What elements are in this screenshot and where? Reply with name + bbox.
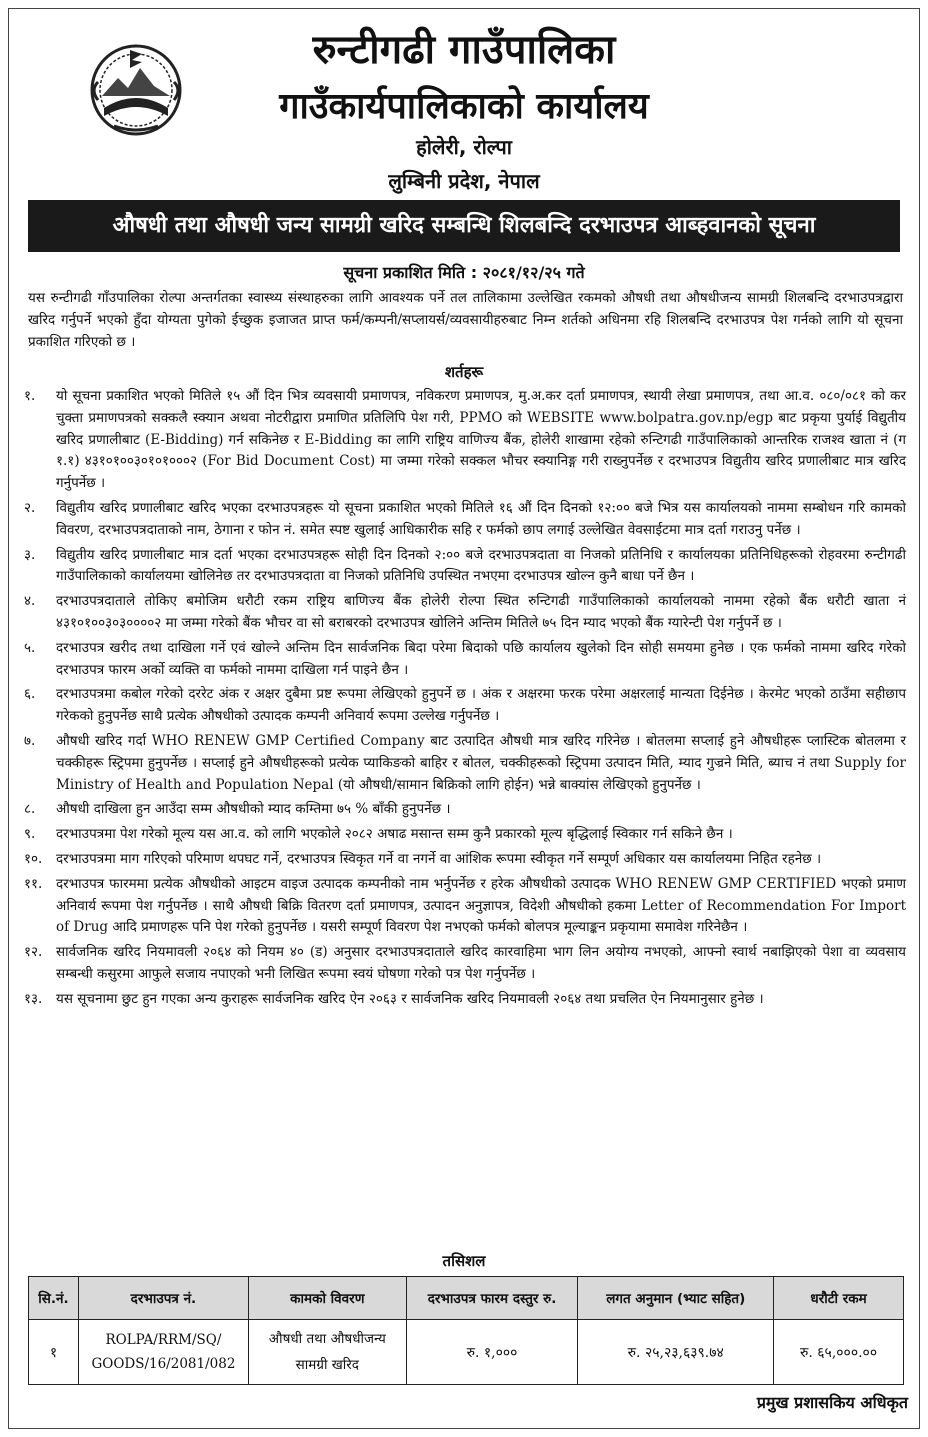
column-header: लगत अनुमान (भ्याट सहित) [578,1277,774,1320]
condition-text: दरभाउपत्रमा माग गरिएको परिमाण थपघट गर्ने, दरभाउपत्र स्विकृत गर्ने वा नगर्ने वा आंशिक रूपमा स्वीकृत गर्ने सम्पूर्ण अधिकार यस कार्यालयमा निहित रहनेछ । [56,850,822,867]
condition-item [24,731,906,796]
condition-number: ८. [24,801,36,818]
condition-item [24,684,906,728]
notice-title-banner: औषधी तथा औषधी जन्य सामग्री खरिद सम्बन्धि शिलबन्दि दरभाउपत्र आब्हवानको सूचना [28,200,900,252]
condition-number: ९. [24,826,36,843]
column-header: धरौटी रकम [774,1277,904,1320]
condition-text: दरभाउपत्र फारममा प्रत्येक औषधीको आइटम वाइज उत्पादक कम्पनीको नाम भर्नुपर्नेछ र हरेक औषधीको उत्पादक WHO RENEW GMP CERTIFIED भएको प्रमाण अनिवार्य रूपमा पेश गर्नुपर्नेछ । साथै औषधी बिक्रि वितरण दर्ता प्रमाणपत्र, उत्पादन अनुज्ञापत्र, विदेशी औषधीको हकमा Letter of Recommendation For Import of Drug आदि प्रमाणहरू पनि पेश गरेको हुनुपर्नेछ । यसरी सम्पूर्ण विवरण पेश नभएको फर्मको बोलपत्र मूल्याङ्कन प्रकृयामा समावेश गरिनेछैन । [56,875,906,936]
condition-item [24,545,906,589]
condition-item [24,386,906,495]
condition-text: यस सूचनामा छुट हुन गएका अन्य कुराहरू सार्वजनिक खरिद ऐन २०६३ र सार्वजनिक खरिद नियमावली २०६४ तथा प्रचलित ऐन नियमानुसार हुनेछ । [56,990,764,1007]
column-header: सि.नं. [29,1277,79,1320]
condition-number: १२. [24,944,43,961]
table-cell: रु. २५,२३,६३९.७४ [578,1320,774,1385]
table-cell: १ [29,1320,79,1385]
condition-text: औषधी खरिद गर्दा WHO RENEW GMP Certified Company बाट उत्पादित औषधी मात्र खरिद गरिनेछ । बोतलमा सप्लाई हुने औषधीहरू प्लास्टिक बोतलमा र चक्कीहरू स्ट्रिपमा हुनुपर्नेछ । सप्लाई हुने औषधीहरूको प्रत्येक प्याकिङको बाहिर र बोतल, चक्कीहरूको स्ट्रिपमा उत्पादन मिति, म्याद गुज्रने मिति, ब्याच नं तथा Supply for Ministry of Health and Population Nepal (यो औषधी/सामान बिक्रिको लागि होईन) भन्ने बाक्यांस लेखिएको हुनुपर्नेछ । [56,732,906,793]
condition-text: औषधी दाखिला हुन आउँदा सम्म औषधीको म्याद कम्तिमा ७५ % बाँकी हुनुपर्नेछ । [56,801,451,818]
condition-number: ७. [24,732,36,749]
office-location: होलेरी, रोल्पा [416,135,512,159]
condition-item [24,989,906,1011]
conditions-list [24,386,906,1014]
condition-text: विद्युतीय खरिद प्रणालीबाट खरिद भएका दरभाउपत्रहरू यो सूचना प्रकाशित भएको मितिले १६ औं दिन दिनको १२:०० बजे भित्र यस कार्यालयको नाममा सम्बोधन गरि कामको विवरण, दरभाउपत्रदाताको नाम, ठेगाना र फोन नं. समेत स्पष्ट खुलाई आधिकारीक सहि र फर्मको छाप लगाई उल्लेखित वेवसाईटमा मात्र दर्ता गराउनु पर्नेछ । [56,499,906,538]
column-header: दरभाउपत्र फारम दस्तुर रु. [406,1277,578,1320]
condition-item [24,498,906,542]
condition-text: दरभाउपत्रमा पेश गरेको मूल्य यस आ.व. को लागि भएकोले २०८२ अषाढ मसान्त सम्म कुनै प्रकारको मूल्य बृद्धिलाई स्विकार गर्न सकिने छैन । [56,826,733,843]
condition-item [24,942,906,986]
column-header: कामको विवरण [248,1277,406,1320]
condition-text: यो सूचना प्रकाशित भएको मितिले १५ औं दिन भित्र व्यवसायी प्रमाणपत्र, नविकरण प्रमाणपत्र, मु.अ.कर दर्ता प्रमाणपत्र, स्थायी लेखा प्रमाणपत्र, तथा आ.व. ०८०/०८१ को कर चुक्ता प्रमाणपत्रको सक्कलै स्क्यान अथवा नोटरीद्वारा प्रमाणित प्रतिलिपि पेश गरी, PPMO को WEBSITE www.bolpatra.gov.np/egp बाट प्रकृया पुर्याई विद्युतीय खरिद प्रणालीबाट (E-Bidding) गर्न सकिनेछ र E-Bidding का लागि राष्ट्रिय वाणिज्य बैंक, होलेरी शाखामा रहेको रुन्टिगढी गाउँपालिकाको आन्तरिक राजश्व खाता नं (ग १.१) ४३१०१००३०१०१०००२ (For Bid Document Cost) मा जम्मा गरेको सक्कल भौचर स्क्यानिङ्ग गरी राख्नुपर्नेछ र दरभाउपत्र विद्युतीय खरिद प्रणालीबाट मात्र खरिद गर्नुपर्नेछ । [56,388,906,492]
condition-item [24,874,906,939]
condition-text: विद्युतीय खरिद प्रणालीबाट मात्र दर्ता भएका दरभाउपत्रहरू सोही दिन दिनको २:०० बजे दरभाउपत्रदाता वा निजको प्रतिनिधि र कार्यालयका प्रतिनिधिहरूको रोहवरमा रुन्टीगढी गाउँपालिकाको कार्यालयमा खोलिनेछ तर दरभाउपत्रदाता वा निजको प्रतिनिधि उपस्थित नभएमा दरभाउपत्र खोल्न कुनै बाधा पर्ने छैन । [56,546,906,585]
column-header: दरभाउपत्र नं. [78,1277,248,1320]
conditions-heading: शर्तहरू [444,363,484,381]
condition-text: दरभाउपत्रमा कबोल गरेको दररेट अंक र अक्षर दुबैमा प्रष्ट रूपमा लेखिएको हुनुपर्ने छ । अंक र अक्षरमा फरक परेमा अक्षरलाई मान्यता दिईनेछ । केरमेट भएको ठाउँमा सहीछाप गरेकको हुनुपर्नेछ साथै प्रत्येक औषधीको उत्पादक कम्पनी अनिवार्य रूपमा उल्लेख गर्नुपर्नेछ । [56,686,906,725]
publish-date: सूचना प्रकाशित मिति : २०८१/१२/२५ गते [343,263,585,282]
province-country: लुम्बिनी प्रदेश, नेपाल [388,169,540,193]
condition-number: २. [24,499,36,516]
table-cell: ROLPA/RRM/SQ/ GOODS/16/2081/082 [78,1320,248,1385]
condition-number: १. [24,388,36,404]
condition-item [24,824,906,846]
signatory-title: प्रमुख प्रशासकिय अधिकृत [756,1393,908,1412]
condition-number: ११. [24,875,43,892]
condition-number: ६. [24,686,36,703]
table-cell: रु. १,००० [406,1320,578,1385]
intro-paragraph: यस रुन्टीगढी गाँउपालिका रोल्पा अन्तर्गतका स्वास्थ्य संस्थाहरुका लागि आवश्यक पर्ने तल तालिकामा उल्लेखित रकमको औषधी तथा औषधीजन्य सामग्री शिलबन्दि दरभाउपत्रद्वारा खरिद गर्नुपर्ने भएको हुँदा योग्यता पुगेको ईच्छुक इजाजत प्राप्त फर्म/कम्पनी/सप्लायर्स/व्यवसायीहरुबाट निम्न शर्तको अधिनमा रहि शिलबन्दि दरभाउपत्र पेश गर्नको लागि यो सूचना प्रकाशित गरिएको छ । [28,290,903,350]
condition-text: दरभाउपत्रदाताले तोकिए बमोजिम धरौटी रकम राष्ट्रिय बाणिज्य बैंक होलेरी रोल्पा स्थित रुन्टिगढी गाउँपालिकाको कार्यालयको नाममा रहेको बैंक धरौटी खाता नं ४३१०१००३०३००००२ मा जम्मा गरेको बैंक भौचर वा सो बराबरको दरभाउपत्र खोलिने अन्तिम मितिले ७५ दिन म्याद भएको बैंक ग्यारेन्टी पेश गर्नुपर्ने छ । [56,593,906,631]
table-header-row [29,1277,904,1320]
condition-number: १३. [24,990,43,1007]
condition-number: ५. [24,639,36,656]
annex-heading: तसिशल [442,1252,486,1270]
table-cell: औषधी तथा औषधीजन्य सामग्री खरिद [248,1320,406,1385]
table-row [29,1320,904,1385]
condition-number: ४. [24,593,36,610]
office-name: गाउँकार्यपालिकाको कार्यालय [279,86,649,127]
condition-item [24,591,906,635]
municipality-name: रुन्टीगढी गाउँपालिका [312,27,616,73]
condition-text: दरभाउपत्र खरीद तथा दाखिला गर्ने एवं खोल्ने अन्तिम दिन सार्वजनिक बिदा परेमा बिदाको पछि कार्यालय खुलेको दिन सोही समयमा हुनेछ । एक फर्मको नाममा खरिद गरेको दरभाउपत्र फारम अर्को व्यक्ति वा फर्मको नाममा दाखिला गर्न पाइने छैन । [56,639,906,678]
condition-item [24,799,906,821]
condition-number: ३. [24,546,36,563]
condition-number: १०. [24,850,43,867]
condition-item [24,849,906,871]
table-cell: रु. ६५,०००.०० [774,1320,904,1385]
condition-text: सार्वजनिक खरिद नियमावली २०६४ को नियम ४० (ड) अनुसार दरभाउपत्रदाताले खरिद कारवाहिमा भाग लिन अयोग्य नभएको, आफ्नो स्वार्थ नबाझिएको पेशा वा व्यवसाय सम्बन्धी कसुरमा आफुले सजाय नपाएको भनी लिखित रूपमा स्वयं घोषणा गरेको पत्र पेश गर्नुपर्नेछ । [56,944,906,982]
bid-details-table [28,1276,904,1385]
condition-item [24,638,906,682]
